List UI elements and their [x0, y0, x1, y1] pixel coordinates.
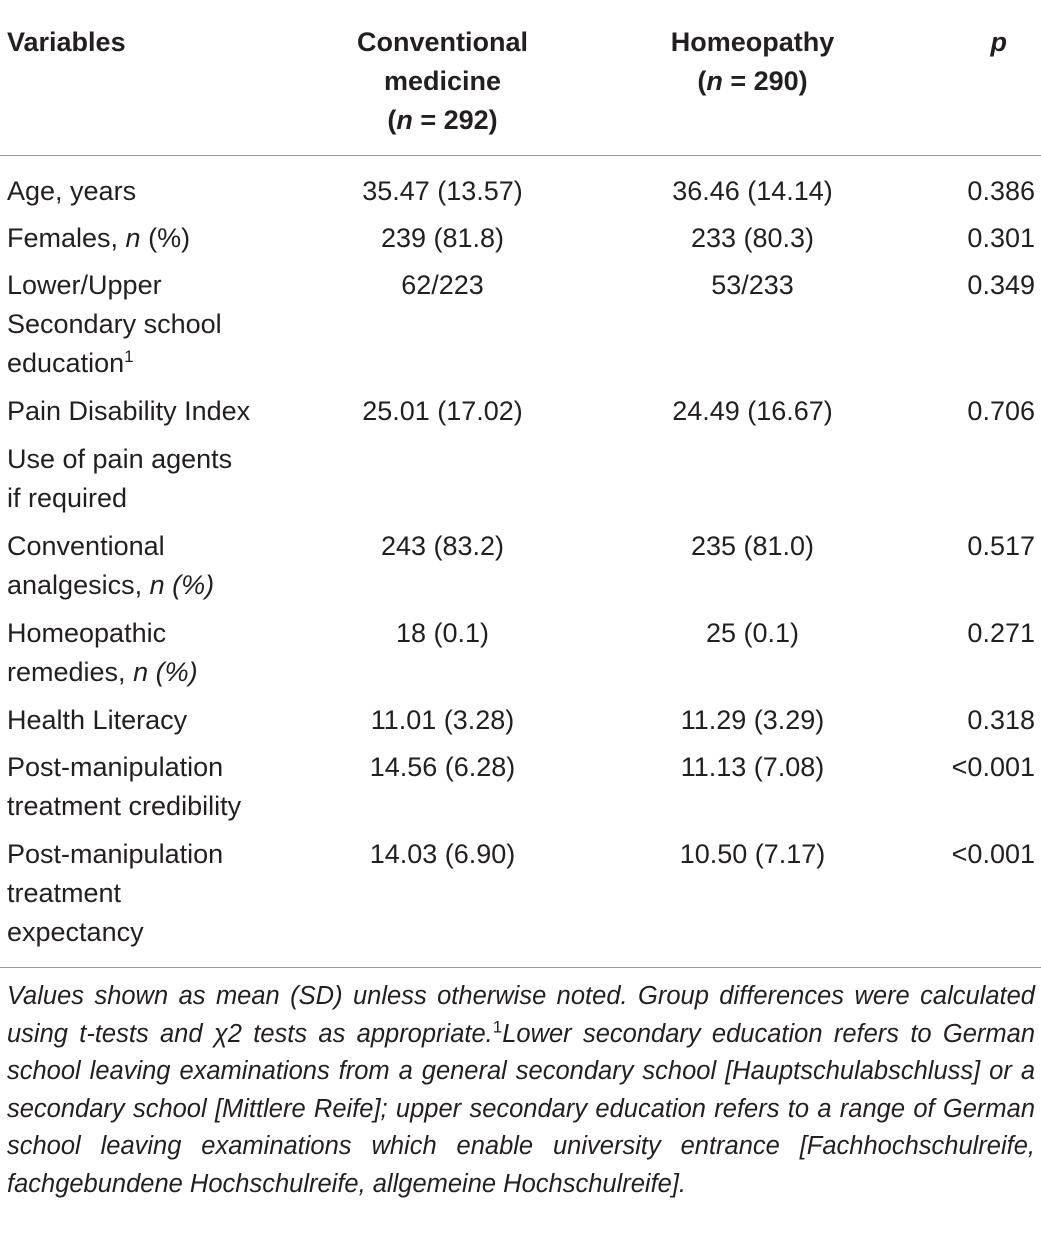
header-conventional-medicine	[330, 23, 555, 140]
header-conventional-line2: medicine	[383, 66, 502, 96]
header-homeopathy-line2: (n = 290)	[697, 66, 808, 96]
cell-homeopathy: 10.50 (7.17)	[679, 839, 826, 869]
row-label	[7, 219, 307, 258]
row-label-line: expectancy	[7, 917, 144, 947]
cell-conventional: 14.56 (6.28)	[369, 752, 516, 782]
cell-homeopathy: 11.29 (3.29)	[680, 705, 825, 735]
row-label	[7, 748, 307, 826]
header-homeopathy-line1: Homeopathy	[670, 27, 835, 57]
row-label-line: Pain Disability Index	[7, 396, 251, 426]
cell-conventional: 11.01 (3.28)	[370, 705, 515, 735]
row-label	[7, 701, 307, 740]
row-label-line: remedies, n (%)	[7, 657, 198, 687]
row-label-line: Health Literacy	[7, 705, 188, 735]
row-label-line: Lower/Upper	[7, 270, 162, 300]
cell-p-value: 0.386	[967, 176, 1035, 206]
row-label-line: Post-manipulation	[7, 752, 224, 782]
row-label	[7, 266, 307, 383]
cell-p-value: 0.349	[967, 270, 1035, 300]
footnote-text-2: Lower secondary education refers to German school leaving examinations from a general secondary school [Hauptschulabschluss] or a secondary school [Mittlere Reife]; upper secondary education refers to a range of German school leaving examinations which enable university entrance [Fachhochschulreife, fachgebundene Hochschulreife, allgemeine Hochschulreife].	[7, 1019, 1036, 1198]
cell-homeopathy: 24.49 (16.67)	[672, 396, 833, 426]
cell-p-value: 0.301	[967, 223, 1035, 253]
cell-conventional: 14.03 (6.90)	[369, 839, 516, 869]
row-label-line: Use of pain agents	[7, 444, 233, 474]
row-label-line: Age, years	[7, 176, 137, 206]
table-footnote	[7, 978, 1035, 1203]
header-homeopathy	[640, 23, 865, 101]
cell-p-value: 0.271	[967, 618, 1035, 648]
row-label-line: if required	[7, 483, 128, 513]
row-label-line: Post-manipulation	[7, 839, 224, 869]
cell-conventional: 25.01 (17.02)	[362, 396, 523, 426]
footnote-text-1: Values shown as mean (SD) unless otherwise noted. Group differences were calculated using t-tests and χ2 tests as appropriate.	[7, 982, 1035, 1048]
cell-conventional: 18 (0.1)	[395, 618, 490, 648]
header-conventional-line3: (n = 292)	[387, 105, 498, 135]
row-label-line: Secondary school	[7, 309, 222, 339]
row-label	[7, 440, 307, 518]
cell-p-value: 0.517	[967, 531, 1035, 561]
row-label	[7, 172, 307, 211]
header-variables: Variables	[7, 27, 126, 57]
cell-homeopathy: 233 (80.3)	[690, 223, 815, 253]
row-label-line: Females, n (%)	[7, 223, 191, 253]
cell-p-value: 0.318	[967, 705, 1035, 735]
cell-conventional: 62/223	[401, 270, 484, 300]
row-label	[7, 527, 307, 605]
row-label	[7, 835, 307, 952]
header-p: p	[990, 27, 1007, 57]
row-label	[7, 614, 307, 692]
footnote-marker: 1	[124, 347, 134, 366]
row-label-line: treatment credibility	[7, 791, 242, 821]
cell-homeopathy: 25 (0.1)	[705, 618, 800, 648]
cell-homeopathy: 11.13 (7.08)	[680, 752, 825, 782]
row-label-text: education	[7, 348, 125, 378]
cell-homeopathy: 53/233	[711, 270, 794, 300]
cell-homeopathy: 36.46 (14.14)	[672, 176, 833, 206]
footnote-marker: 1	[492, 1017, 503, 1036]
footer-divider	[0, 967, 1041, 968]
cell-conventional: 35.47 (13.57)	[362, 176, 523, 206]
row-label-line: Conventional	[7, 531, 165, 561]
row-label-line: treatment	[7, 878, 122, 908]
cell-homeopathy: 235 (81.0)	[690, 531, 815, 561]
row-label-line: analgesics, n (%)	[7, 570, 215, 600]
cell-p-value: <0.001	[951, 752, 1035, 782]
row-label	[7, 392, 307, 431]
row-label-line	[7, 344, 307, 383]
cell-p-value: 0.706	[967, 396, 1035, 426]
cell-conventional: 243 (83.2)	[380, 531, 505, 561]
cell-p-value: <0.001	[951, 839, 1035, 869]
cell-conventional: 239 (81.8)	[380, 223, 505, 253]
header-conventional-line1: Conventional	[356, 27, 528, 57]
header-divider	[0, 155, 1041, 156]
row-label-line: Homeopathic	[7, 618, 167, 648]
